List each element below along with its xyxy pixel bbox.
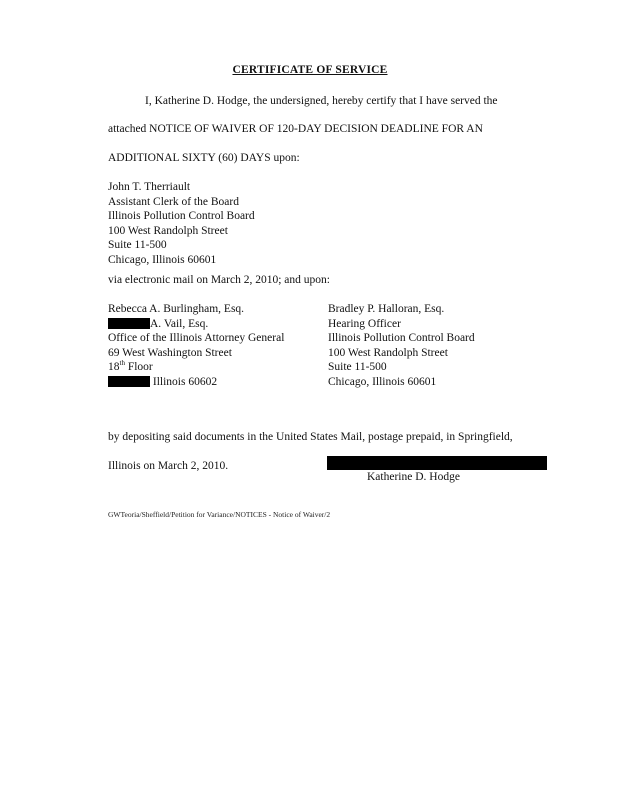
address-line-redacted-city: Illinois 60602 <box>108 375 284 390</box>
document-title: CERTIFICATE OF SERVICE <box>232 64 388 76</box>
closing-line-2: Illinois on March 2, 2010. <box>108 460 229 472</box>
address-line: Office of the Illinois Attorney General <box>108 332 285 344</box>
document-footer: GWTeoria/Sheffield/Petition for Variance/NOTICES - Notice of Waiver/2 <box>108 510 331 519</box>
signature-redaction-bar <box>327 456 547 470</box>
address-line: Assistant Clerk of the Board <box>108 195 239 208</box>
address-line: 100 West Randolph Street <box>328 346 448 359</box>
address-line: Illinois Pollution Control Board <box>108 210 255 222</box>
address-line-floor: 18th Floor <box>108 359 153 373</box>
body-line-1: I, Katherine D. Hodge, the undersigned, hereby certify that I have served the <box>145 95 498 107</box>
signature-name: Katherine D. Hodge <box>367 471 460 483</box>
clerk-address <box>108 180 255 267</box>
address-line: Suite 11-500 <box>328 361 387 373</box>
address-line: Rebecca A. Burlingham, Esq. <box>108 303 245 315</box>
address-line-redacted-name: A. Vail, Esq. <box>108 317 284 332</box>
redaction-bar <box>108 376 150 387</box>
address-line: 69 West Washington Street <box>108 346 232 359</box>
right-address <box>328 302 475 389</box>
address-line: Hearing Officer <box>328 317 401 330</box>
address-line: Suite 11-500 <box>108 239 167 251</box>
address-line: Chicago, Illinois 60601 <box>328 375 437 388</box>
body-line-2: attached NOTICE OF WAIVER OF 120-DAY DECISION DEADLINE FOR AN <box>108 123 483 135</box>
left-address <box>108 302 284 389</box>
via-line: via electronic mail on March 2, 2010; and upon: <box>108 274 330 286</box>
closing-line-1: by depositing said documents in the United States Mail, postage prepaid, in Springfield, <box>108 431 513 443</box>
redaction-bar <box>108 318 150 329</box>
address-line: John T. Therriault <box>108 181 191 193</box>
address-line: Chicago, Illinois 60601 <box>108 253 217 266</box>
body-line-3: ADDITIONAL SIXTY (60) DAYS upon: <box>108 152 300 164</box>
address-line: Bradley P. Halloran, Esq. <box>328 303 445 315</box>
address-line: 100 West Randolph Street <box>108 224 228 237</box>
address-line: Illinois Pollution Control Board <box>328 332 475 344</box>
